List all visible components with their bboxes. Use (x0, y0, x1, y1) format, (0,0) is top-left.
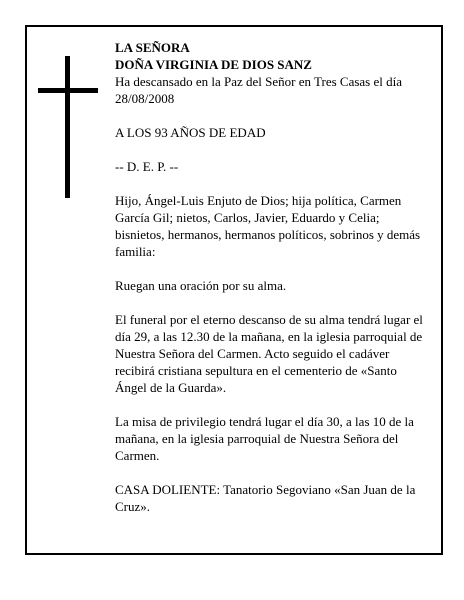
obituary-notice (25, 25, 443, 555)
family-paragraph: Hijo, Ángel-Luis Enjuto de Dios; hija política, Carmen García Gil; nietos, Carlos, Javier, Eduardo y Celia; bisnietos, hermanos, hermanos políticos, sobrinos y demás familia: (115, 193, 421, 259)
title-line-1: LA SEÑORA (115, 40, 190, 55)
mass-paragraph: La misa de privilegio tendrá lugar el día 30, a las 10 de la mañana, en la iglesia parroquial de Nuestra Señora del Carmen. (115, 414, 414, 463)
title-line-2: DOÑA VIRGINIA DE DIOS SANZ (115, 57, 312, 72)
cross-vertical-bar (65, 56, 70, 198)
funeral-paragraph: El funeral por el eterno descanso de su alma tendrá lugar el día 29, a las 12.30 de la mañana, en la iglesia parroquial de Nuestra Señora del Carmen. Acto seguido el cadáver recibirá cristiana sepultura en el cementerio de «Santo Ángel de la Guarda». (115, 312, 423, 395)
rest-statement: Ha descansado en la Paz del Señor en Tres Casas el día 28/08/2008 (115, 74, 403, 106)
cross-horizontal-bar (38, 88, 98, 93)
prayer-line: Ruegan una oración por su alma. (115, 278, 287, 293)
casa-doliente-line: CASA DOLIENTE: Tanatorio Segoviano «San Juan de la Cruz». (115, 482, 416, 514)
notice-content (115, 39, 431, 532)
cross-icon (38, 56, 98, 198)
age-line: A LOS 93 AÑOS DE EDAD (115, 125, 266, 140)
rip-line: -- D. E. P. -- (115, 159, 179, 174)
